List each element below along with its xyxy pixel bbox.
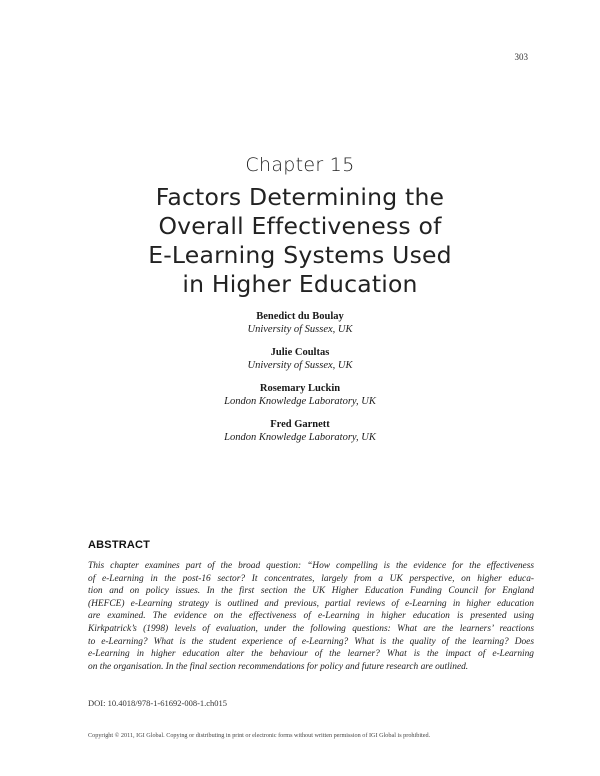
author-affiliation: University of Sussex, UK — [247, 359, 353, 371]
chapter-title-line: E-Learning Systems Used — [148, 241, 452, 269]
author-name: Benedict du Boulay — [256, 311, 344, 322]
abstract-heading: ABSTRACT — [88, 539, 151, 551]
author-block — [0, 383, 600, 408]
abstract-body — [88, 560, 534, 673]
author-list — [0, 311, 600, 455]
author-affiliation: University of Sussex, UK — [247, 323, 353, 335]
abstract-line: This chapter examines part of the broad question: “How compelling is the evidence for the effectiveness — [88, 561, 534, 571]
page-number: 303 — [514, 52, 528, 62]
author-block — [0, 311, 600, 336]
abstract-line: Kirkpatrick’s (1998) levels of evaluation, under the following questions: What are the learners’ reactions — [88, 623, 534, 634]
abstract-line: (HEFCE) e-Learning strategy is outlined and previous, partial reviews of e-Learning in higher education — [88, 598, 534, 609]
abstract-line: are examined. The evidence on the effectiveness of e-Learning in higher education is presented using — [88, 611, 534, 622]
copyright-notice: Copyright © 2011, IGI Global. Copying or distributing in print or electronic forms without written permission of IGI Global is prohibited. — [88, 732, 431, 739]
doi-text: DOI: 10.4018/978-1-61692-008-1.ch015 — [88, 698, 228, 708]
author-block — [0, 419, 600, 444]
chapter-title-line: in Higher Education — [182, 270, 418, 298]
author-name: Fred Garnett — [270, 419, 330, 430]
abstract-line: to e-Learning? What is the student experience of e-Learning? What is the quality of the learning? Does — [88, 636, 534, 647]
author-affiliation: London Knowledge Laboratory, UK — [224, 395, 376, 407]
chapter-title-line: Factors Determining the — [155, 183, 445, 211]
abstract-line: of e-Learning in the post-16 sector? It concentrates, largely from a UK perspective, on higher educa- — [88, 573, 534, 584]
author-affiliation: London Knowledge Laboratory, UK — [224, 431, 376, 443]
author-name: Rosemary Luckin — [259, 383, 341, 394]
author-block — [0, 347, 600, 372]
abstract-line: on the organisation. In the final section recommendations for policy and future research are outlined. — [88, 661, 469, 672]
chapter-title — [60, 183, 540, 299]
chapter-label: Chapter 15 — [245, 154, 355, 176]
author-name: Julie Coultas — [270, 347, 330, 358]
abstract-line: tion and on policy issues. In the first section the UK Higher Education Funding Council for England — [88, 586, 534, 597]
chapter-title-line: Overall Effectiveness of — [158, 212, 442, 240]
abstract-line: e-Learning in higher education alter the behaviour of the learner? What is the impact of e-Learning — [88, 649, 534, 660]
